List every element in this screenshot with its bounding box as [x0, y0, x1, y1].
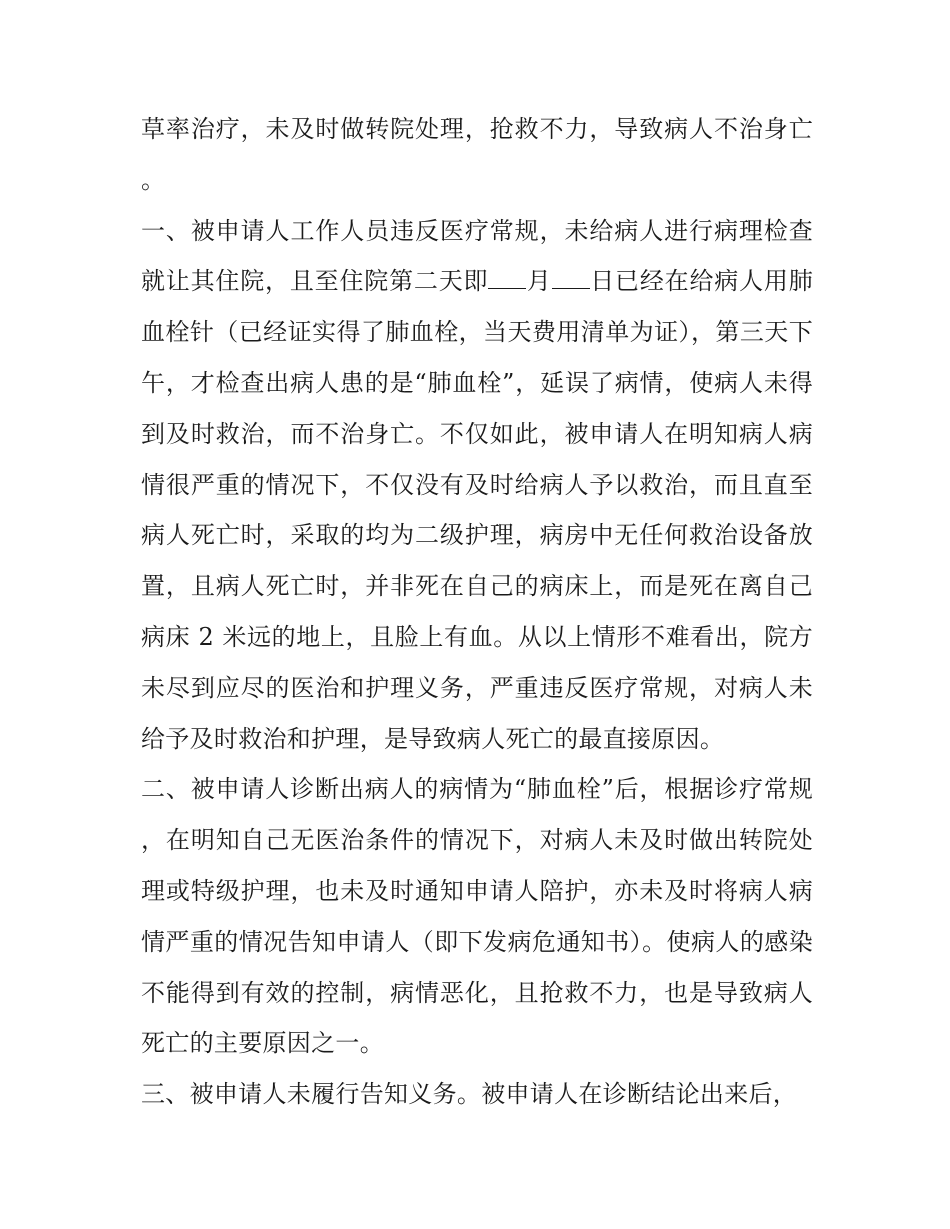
- paragraph-text: 月: [526, 267, 552, 296]
- paragraph-continuation: [141, 104, 813, 206]
- paragraph-point-three: [141, 1069, 813, 1120]
- paragraph-point-one: [141, 206, 813, 765]
- paragraph-point-two: [141, 764, 813, 1069]
- document-body: [141, 104, 813, 1120]
- paragraph-text: 三、被申请人未履行告知义务。被申请人在诊断结论出来后，: [141, 1080, 798, 1109]
- blank-line-day: [552, 266, 590, 289]
- blank-line-month: [488, 266, 526, 289]
- paragraph-text: 日已经在给病人用肺血栓针（已经证实得了肺血栓，当天费用清单为证），第三天下午，才检查出病人患的是“肺血栓”，延误了病情，使病人未得到及时救治，而不治身亡。不仅如此，被申请人在明知病人病情很严重的情况下，不仅没有及时给病人予以救治，而且直至病人死亡时，采取的均为二级护理，病房中无任何救治设备放置，且病人死亡时，并非死在自己的病床上，而是死在离自己病床 2 米远的地上，且脸上有血。从以上情形不难看出，院方未尽到应尽的医治和护理义务，严重违反医疗常规，对病人未给予及时救治和护理，是导致病人死亡的最直接原因。: [141, 267, 813, 753]
- paragraph-text: 草率治疗，未及时做转院处理，抢救不力，导致病人不治身亡。: [141, 115, 813, 194]
- paragraph-text: 二、被申请人诊断出病人的病情为“肺血栓”后，根据诊疗常规，在明知自己无医治条件的情况下，对病人未及时做出转院处理或特级护理，也未及时通知申请人陪护，亦未及时将病人病情严重的情况告知申请人（即下发病危通知书）。使病人的感染不能得到有效的控制，病情恶化，且抢救不力，也是导致病人死亡的主要原因之一。: [141, 775, 813, 1058]
- paragraph-text: 一、被申请人工作人员违反医疗常规，未给病人进行病理检查就让其住院，且至住院第二天即: [141, 216, 813, 296]
